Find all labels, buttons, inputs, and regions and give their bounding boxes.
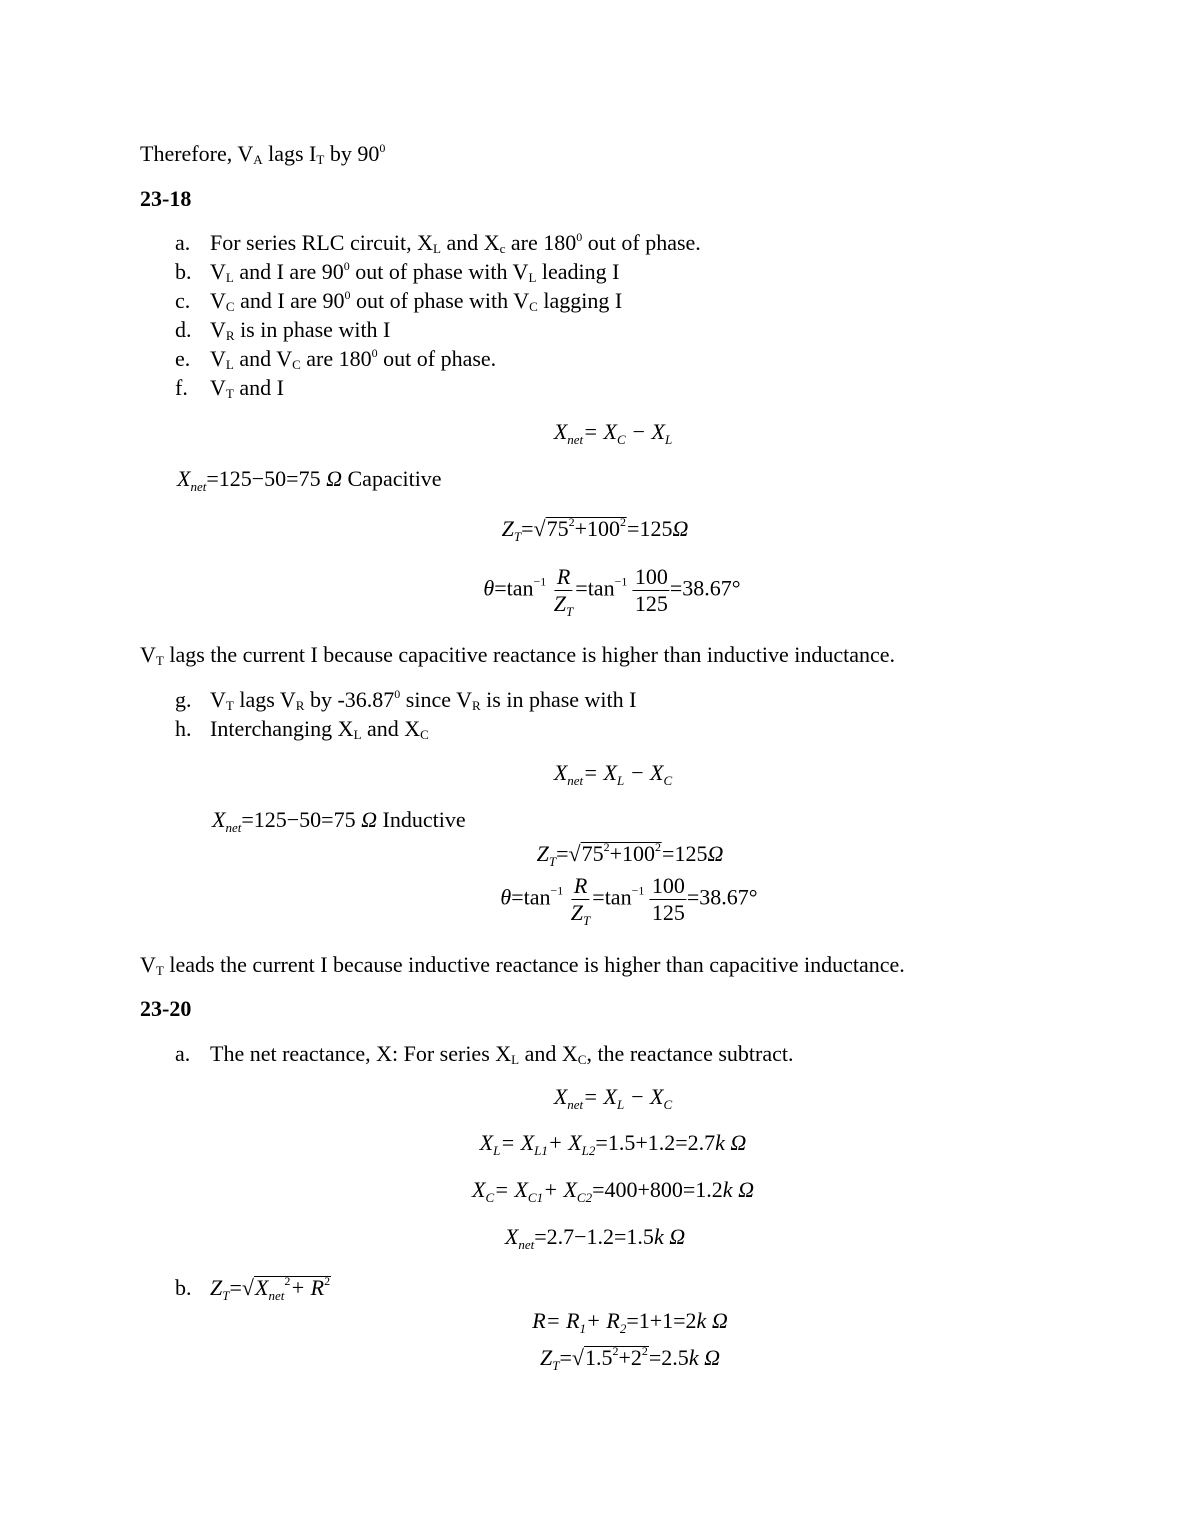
list-item-d: d. $V_R$ is in phase with I	[175, 317, 391, 343]
equation-xnet-value-20: $X_{net}=2.7-1.2=1.5k$ Ω	[504, 1224, 686, 1252]
equation-xnet-20: $X_{net}= X_L - X_C$	[553, 1084, 673, 1112]
equation-resistance-sum: $R= R_1+ R_2=1+1=2k$ Ω	[532, 1308, 728, 1336]
list-item-a: a. For series RLC circuit, $X_L$ and $X_c$ are $180^0$ out of phase.	[175, 230, 701, 256]
paragraph-vt-leads: $V_T$ leads the current I because inductive reactance is higher than capacitive inductance.	[140, 952, 905, 978]
list-item-20b: b. $Z_T=√X_{net}^2+ R^2$	[175, 1274, 331, 1303]
equation-xnet-inductive: $X_{net}= X_L - X_C$	[553, 760, 673, 788]
equation-xnet-value-capacitive: $X_{net}=125-50=75$ Ω Capacitive	[177, 466, 442, 494]
list-item-f: f. $V_T$ and I	[175, 375, 284, 401]
equation-theta-2: $\theta=\tan^{-1}$ $\frac{R}{Z_T}$ $=\tan^{-1}$ $\frac{100}{125}$ =38.67°	[500, 873, 758, 928]
list-item-g: g. $V_T$ lags $V_R$ by -36.87$^0$ since $V_R$ is in phase with I	[175, 687, 637, 713]
section-heading-23-20: 23-20	[140, 996, 192, 1021]
list-item-c: c. $V_C$ and I are $90^0$ out of phase with $V_C$ lagging I	[175, 288, 623, 314]
equation-impedance-2: $Z_T=√75^2+100^2=125\Omega$	[536, 840, 724, 869]
equation-xl-sum: $X_L= X_{L1}+ X_{L2}=1.5+1.2=2.7k$ Ω	[479, 1130, 747, 1158]
equation-theta-1: $\theta=\tan^{-1}$ $\frac{R}{Z_T}$ $=\tan^{-1}$ $\frac{100}{125}$ =38.67°	[483, 564, 741, 619]
paragraph-vt-lags: $V_T$ lags the current I because capacitive reactance is higher than inductive inductance.	[140, 642, 895, 668]
intro-line: Therefore, $V_A$ lags $I_T$ by $90^0$	[140, 141, 386, 167]
equation-impedance-1: $Z_T=√75^2+100^2=125\Omega$	[501, 515, 689, 544]
equation-xnet-value-inductive: $X_{net}=125-50=75$ Ω Inductive	[212, 807, 466, 835]
list-item-e: e. $V_L$ and $V_C$ are $180^0$ out of phase.	[175, 346, 497, 372]
section-heading-23-18: 23-18	[140, 186, 192, 211]
equation-xc-sum: $X_C= X_{C1}+ X_{C2}=400+800=1.2k$ Ω	[472, 1177, 754, 1205]
list-item-b: b. $V_L$ and I are $90^0$ out of phase with $V_L$ leading I	[175, 259, 620, 285]
list-item-h: h. Interchanging $X_L$ and $X_C$	[175, 716, 429, 742]
equation-xnet-capacitive: $X_{net}= X_C - X_L$	[553, 419, 673, 447]
equation-impedance-20: $Z_T=√1.5^2+2^2=2.5k$ Ω	[539, 1344, 721, 1373]
list-item-20a: a. The net reactance, X: For series $X_L$ and $X_C$, the reactance subtract.	[175, 1041, 794, 1067]
